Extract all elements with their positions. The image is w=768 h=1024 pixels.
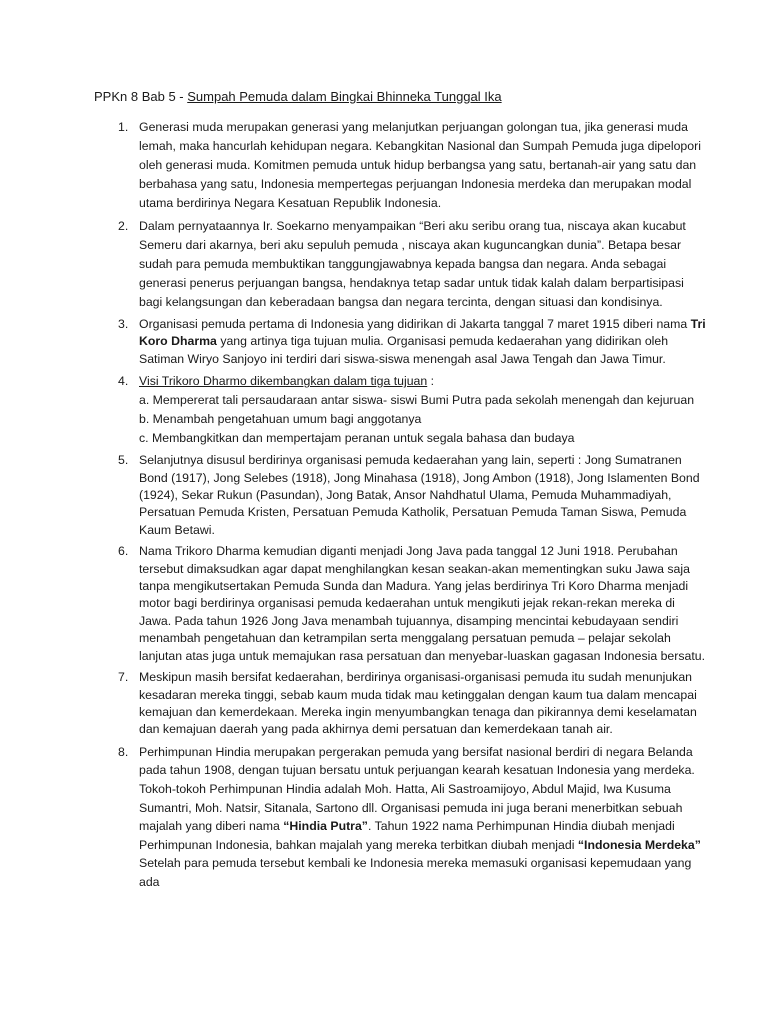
item-text: Meskipun masih bersifat kedaerahan, berdirinya organisasi-organisasi pemuda itu sudah menunjukan kesadaran mereka tinggi, sebab kaum muda tidak mau ketinggalan dengan kaum tua dalam mencapai kemajuan dan kemerdekaan. Mereka ingin menyumbangkan tenaga dan pikirannya demi keselamatan dan kemajuan daerah yang pada akhirnya demi persatuan dan kemerdekaan tanah air. xyxy=(139,670,697,737)
item-bold-text: Tri Koro Dharma xyxy=(139,317,706,349)
item-text xyxy=(139,743,708,892)
item-number: 7. xyxy=(118,670,129,685)
title-main: Sumpah Pemuda dalam Bingkai Bhinneka Tunggal Ika xyxy=(187,89,502,104)
list-item-4 xyxy=(94,372,708,448)
title-prefix: PPKn 8 Bab 5 - xyxy=(94,89,188,104)
item-text-part: . Tahun 1922 nama Perhimpunan Hindia diubah menjadi Perhimpunan Indonesia, bahkan majalah yang mereka terbitkan diubah menjadi xyxy=(139,819,675,852)
item-text-part: Setelah para pemuda tersebut kembali ke Indonesia mereka memasuki organisasi kepemudaan yang ada xyxy=(139,856,692,889)
numbered-list xyxy=(94,118,708,891)
sub-item-b: b. Menambah pengetahuan umum bagi anggotanya xyxy=(139,412,422,427)
item-number: 5. xyxy=(118,453,129,468)
item-text-part: Organisasi pemuda pertama di Indonesia yang didirikan di Jakarta tanggal 7 maret 1915 diberi nama xyxy=(139,317,691,331)
item-heading-text: Visi Trikoro Dharmo dikembangkan dalam tiga tujuan xyxy=(139,374,428,389)
item-text-part: Perhimpunan Hindia merupakan pergerakan pemuda yang bersifat nasional berdiri di negara Belanda pada tahun 1908, dengan tujuan bersatu untuk perjuangan kearah kesatuan Indonesia yang merdeka. Tokoh-tokoh Perhimpunan Hindia adalah Moh. Hatta, Ali Sastroamijoyo, Abdul Majid, Iwa Kusuma Sumantri, Moh. Natsir, Sitanala, Sartono dll. Organisasi pemuda ini juga berani menerbitkan sebuah majalah yang diberi nama xyxy=(139,744,695,834)
list-item-5 xyxy=(94,452,708,539)
sub-item-c: c. Membangkitkan dan mempertajam peranan untuk segala bahasa dan budaya xyxy=(139,431,575,446)
list-item-6 xyxy=(94,543,708,665)
item-text xyxy=(139,316,708,368)
item-heading-suffix: : xyxy=(427,374,435,389)
list-item-2 xyxy=(94,217,708,312)
item-bold-text: “Hindia Putra” xyxy=(283,819,368,834)
sub-item-a: a. Mempererat tali persaudaraan antar siswa- siswi Bumi Putra pada sekolah menengah dan kejuruan xyxy=(139,393,695,408)
item-number: 6. xyxy=(118,544,129,559)
item-text: Nama Trikoro Dharma kemudian diganti menjadi Jong Java pada tanggal 12 Juni 1918. Perubahan tersebut dimaksudkan agar dapat menghilangkan kesan seakan-akan mementingkan suku Jawa saja tanpa mengikutsertakan Pemuda Sunda dan Madura. Yang jelas berdirinya Tri Koro Dharma menjadi motor bagi berdirinya organisasi pemuda kedaerahan untuk mengikuti jejak rekan-rekan mereka di Jawa. Pada tahun 1926 Jong Java menambah tujuannya, disamping mencintai kebudayaan sendiri menambah pengetahuan dan ketrampilan serta menggalang persatuan pemuda – pelajar sekolah lanjutan atas juga untuk memajukan rasa persatuan dan menyebar-luaskan gagasan Indonesia bersatu. xyxy=(139,544,706,663)
page-title xyxy=(94,88,708,106)
item-number: 8. xyxy=(118,744,129,759)
item-number: 3. xyxy=(118,317,129,331)
item-bold-text: “Indonesia Merdeka” xyxy=(577,837,701,852)
list-item-7 xyxy=(94,669,708,739)
item-text: Selanjutnya disusul berdirinya organisasi pemuda kedaerahan yang lain, seperti : Jong Sumatranen Bond (1917), Jong Selebes (1918), Jong Minahasa (1918), Jong Ambon (1918), Jong Islamenten Bond (1924), Sekar Rukun (Pasundan), Jong Batak, Ansor Nahdhatul Ulama, Pemuda Muhammadiyah, Persatuan Pemuda Kristen, Persatuan Pemuda Katholik, Persatuan Pemuda Taman Siswa, Pemuda Kaum Betawi. xyxy=(139,453,700,537)
item-number: 4. xyxy=(118,374,129,389)
item-heading xyxy=(139,372,708,391)
item-text: Generasi muda merupakan generasi yang melanjutkan perjuangan golongan tua, jika generasi muda lemah, maka hancurlah kehidupan negara. Kebangkitan Nasional dan Sumpah Pemuda juga dipelopori oleh generasi muda. Komitmen pemuda untuk hidup berbangsa yang satu, bertanah-air yang satu dan berbahasa yang satu, Indonesia mempertegas perjuangan Indonesia merdeka dan merupakan modal utama berdirinya Negara Kesatuan Republik Indonesia. xyxy=(139,120,701,210)
list-item-8 xyxy=(94,743,708,892)
item-number: 1. xyxy=(118,120,129,134)
item-number: 2. xyxy=(118,219,129,233)
list-item-1 xyxy=(94,118,708,213)
list-item-3 xyxy=(94,316,708,368)
item-text: Dalam pernyataannya Ir. Soekarno menyampaikan “Beri aku seribu orang tua, niscaya akan kucabut Semeru dari akarnya, beri aku sepuluh pemuda , niscaya akan kuguncangkan dunia”. Betapa besar sudah para pemuda membuktikan tanggungjawabnya kepada bangsa dan negara. Anda sebagai generasi penerus perjuangan bangsa, hendaknya tetap sadar untuk tidak kalah dalam berpartisipasi bagi kelangsungan dan keberadaan bangsa dan negara tercinta, dengan situasi dan kondisinya. xyxy=(139,219,686,309)
item-text-part: yang artinya tiga tujuan mulia. Organisasi pemuda kedaerahan yang didirikan oleh Satiman Wiryo Sanjoyo ini terdiri dari siswa-siswa menengah asal Jawa Tengah dan Jawa Timur. xyxy=(139,334,669,366)
